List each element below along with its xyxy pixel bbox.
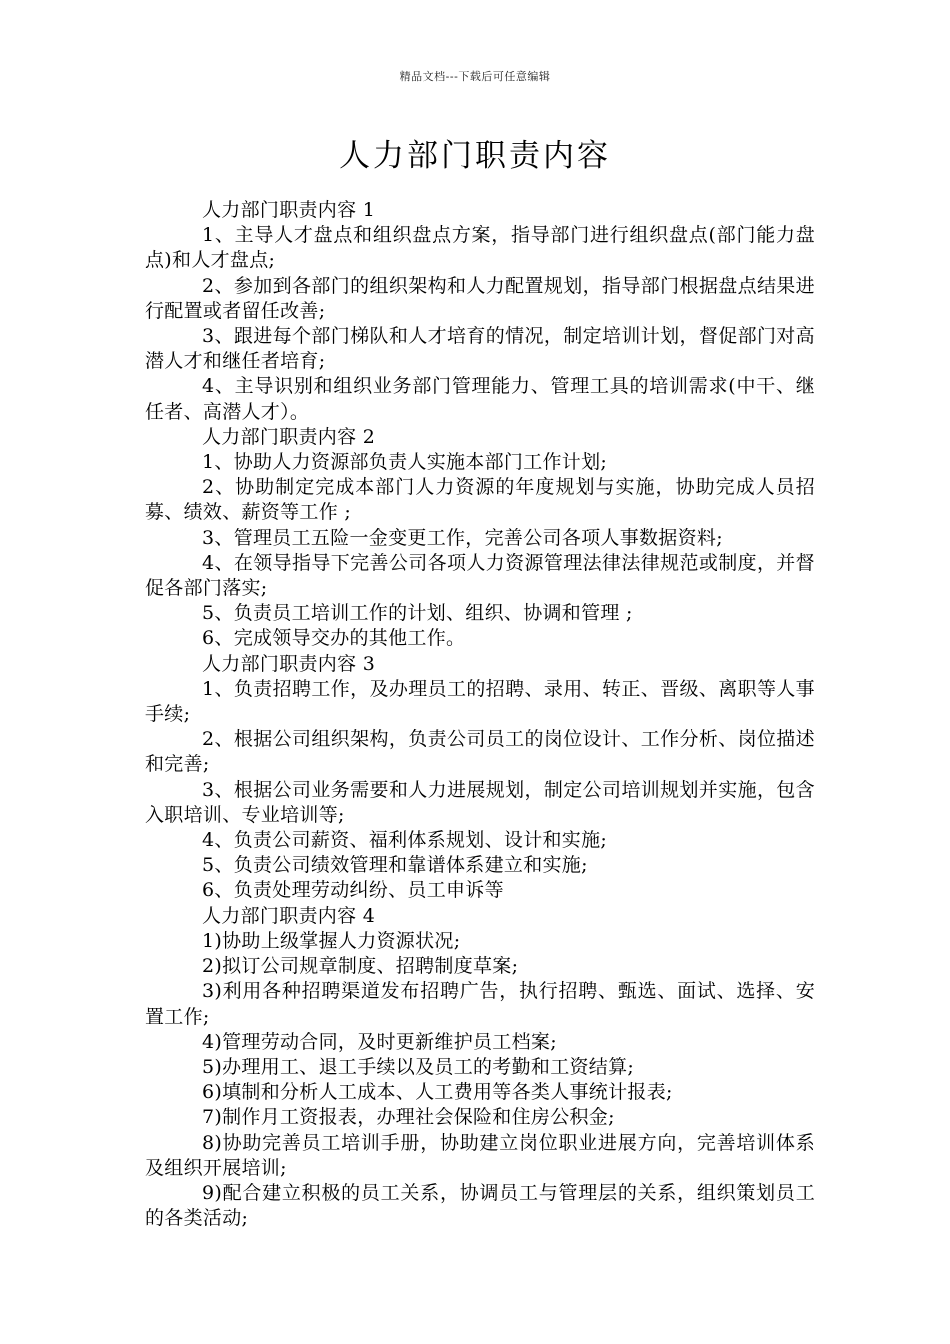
duty-item: 1、协助人力资源部负责人实施本部门工作计划; xyxy=(202,451,608,474)
duty-item: 3、管理员工五险一金变更工作，完善公司各项人事数据资料; xyxy=(202,526,723,549)
duty-item: 1、负责招聘工作，及办理员工的招聘、录用、转正、晋级、离职等人事手续; xyxy=(145,677,815,726)
duty-item: 4)管理劳动合同，及时更新维护员工档案; xyxy=(202,1030,557,1053)
duty-item: 2、参加到各部门的组织架构和人力配置规划，指导部门根据盘点结果进行配置或者留任改善; xyxy=(145,274,815,322)
duty-item: 5、负责员工培训工作的计划、组织、协调和管理 ; xyxy=(202,602,633,625)
duty-item: 7)制作月工资报表，办理社会保险和住房公积金; xyxy=(202,1106,615,1129)
duty-item: 3、跟进每个部门梯队和人才培育的情况，制定培训计划，督促部门对高潜人才和继任者培育; xyxy=(145,325,815,373)
duty-item: 1)协助上级掌握人力资源状况; xyxy=(202,929,461,952)
duty-item: 4、在领导指导下完善公司各项人力资源管理法律法律规范或制度，并督促各部门落实; xyxy=(145,551,815,600)
section-heading: 人力部门职责内容 2 xyxy=(202,425,376,448)
document-title: 人力部门职责内容 xyxy=(339,138,611,174)
page-header: 精品文档---下载后可任意编辑 xyxy=(399,70,551,83)
section-heading: 人力部门职责内容 1 xyxy=(202,199,376,221)
duty-item: 8)协助完善员工培训手册，协助建立岗位职业进展方向，完善培训体系及组织开展培训; xyxy=(145,1131,815,1179)
duty-item: 2)拟订公司规章制度、招聘制度草案; xyxy=(202,955,519,978)
duty-item: 2、协助制定完成本部门人力资源的年度规划与实施，协助完成人员招募、绩效、薪资等工作 ; xyxy=(145,476,815,524)
duty-item: 3)利用各种招聘渠道发布招聘广告，执行招聘、甄选、面试、选择、安置工作; xyxy=(145,980,815,1028)
duty-item: 4、负责公司薪资、福利体系规划、设计和实施; xyxy=(202,829,608,852)
duty-item: 1、主导人才盘点和组织盘点方案，指导部门进行组织盘点(部门能力盘点)和人才盘点; xyxy=(145,224,815,272)
duty-item: 6、完成领导交办的其他工作。 xyxy=(202,627,466,650)
section-heading: 人力部门职责内容 4 xyxy=(202,904,376,927)
document-body xyxy=(145,198,815,1231)
section-heading: 人力部门职责内容 3 xyxy=(202,652,376,675)
duty-item: 5)办理用工、退工手续以及员工的考勤和工资结算; xyxy=(202,1055,635,1078)
duty-item: 2、根据公司组织架构，负责公司员工的岗位设计、工作分析、岗位描述和完善; xyxy=(145,728,815,776)
duty-item: 6)填制和分析人工成本、人工费用等各类人事统计报表; xyxy=(202,1081,673,1104)
duty-item: 3、根据公司业务需要和人力进展规划，制定公司培训规划并实施，包含入职培训、专业培训等; xyxy=(145,778,815,826)
duty-item: 6、负责处理劳动纠纷、员工申诉等 xyxy=(202,879,504,902)
duty-item: 5、负责公司绩效管理和靠谱体系建立和实施; xyxy=(202,854,588,877)
duty-item: 9)配合建立积极的员工关系，协调员工与管理层的关系，组织策划员工的各类活动; xyxy=(145,1181,815,1230)
duty-item: 4、主导识别和组织业务部门管理能力、管理工具的培训需求(中干、继任者、高潜人才）。 xyxy=(145,375,815,423)
